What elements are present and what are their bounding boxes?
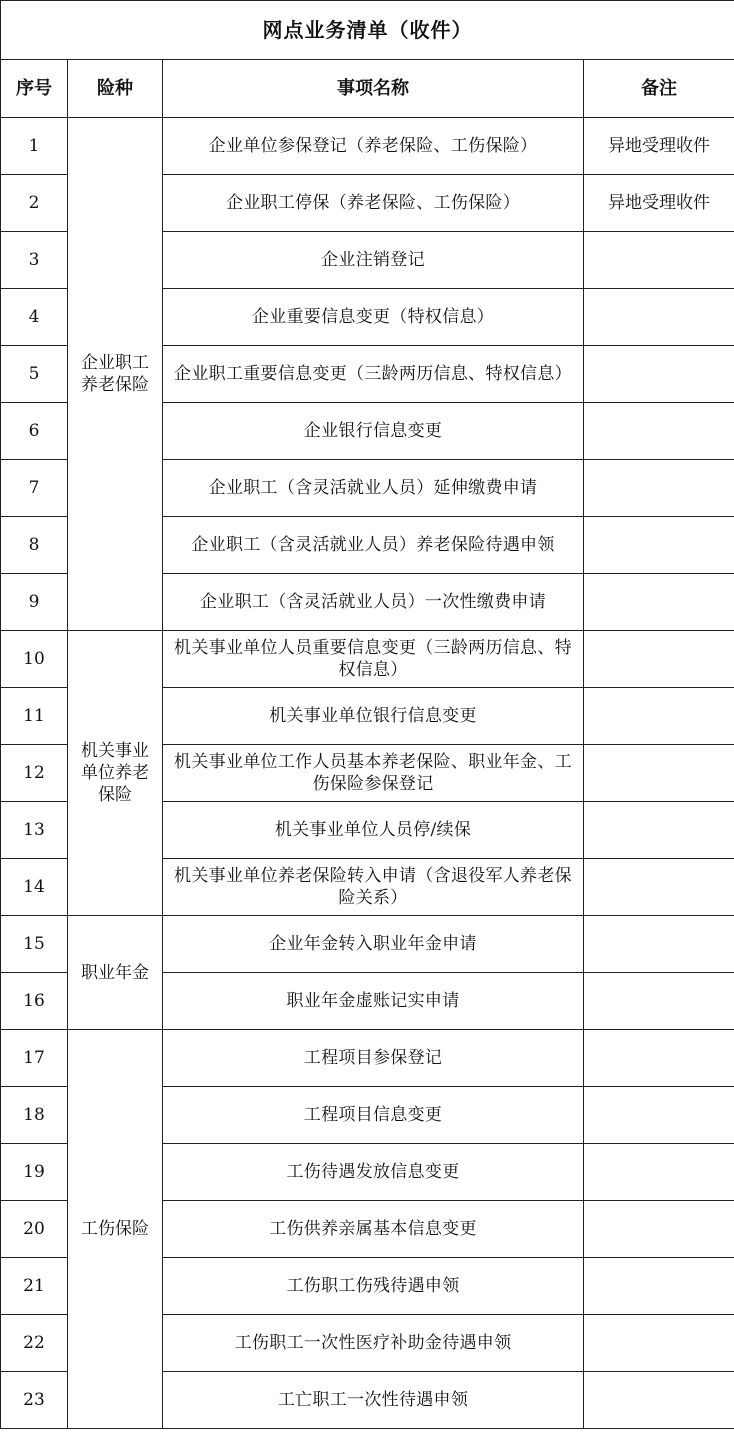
item-name: 机关事业单位人员重要信息变更（三龄两历信息、特权信息） (163, 631, 584, 688)
header-row (1, 60, 734, 118)
row-index: 16 (1, 973, 68, 1030)
table-row (1, 631, 734, 688)
item-remark: 异地受理收件 (584, 118, 734, 175)
item-remark (584, 973, 734, 1030)
item-remark (584, 631, 734, 688)
category-cell: 企业职工养老保险 (68, 118, 163, 631)
row-index: 15 (1, 916, 68, 973)
item-name: 企业职工（含灵活就业人员）延伸缴费申请 (163, 460, 584, 517)
item-name: 企业银行信息变更 (163, 403, 584, 460)
row-index: 10 (1, 631, 68, 688)
row-index: 23 (1, 1372, 68, 1429)
table-title: 网点业务清单（收件） (1, 1, 734, 60)
item-remark (584, 232, 734, 289)
item-name: 机关事业单位养老保险转入申请（含退役军人养老保险关系） (163, 859, 584, 916)
item-name: 工程项目信息变更 (163, 1087, 584, 1144)
header-index: 序号 (1, 60, 68, 118)
item-name: 工伤职工一次性医疗补助金待遇申领 (163, 1315, 584, 1372)
table-body (1, 1, 734, 1429)
row-index: 1 (1, 118, 68, 175)
item-remark (584, 289, 734, 346)
item-remark (584, 802, 734, 859)
item-remark (584, 916, 734, 973)
item-remark (584, 574, 734, 631)
item-name: 工伤职工伤残待遇申领 (163, 1258, 584, 1315)
item-name: 企业职工重要信息变更（三龄两历信息、特权信息） (163, 346, 584, 403)
row-index: 20 (1, 1201, 68, 1258)
title-row (1, 1, 734, 60)
row-index: 5 (1, 346, 68, 403)
item-remark (584, 346, 734, 403)
item-name: 企业职工（含灵活就业人员）养老保险待遇申领 (163, 517, 584, 574)
item-remark (584, 1087, 734, 1144)
row-index: 18 (1, 1087, 68, 1144)
row-index: 12 (1, 745, 68, 802)
item-remark: 异地受理收件 (584, 175, 734, 232)
row-index: 14 (1, 859, 68, 916)
item-remark (584, 460, 734, 517)
row-index: 2 (1, 175, 68, 232)
item-remark (584, 517, 734, 574)
item-remark (584, 1030, 734, 1087)
row-index: 22 (1, 1315, 68, 1372)
row-index: 4 (1, 289, 68, 346)
item-name: 工伤待遇发放信息变更 (163, 1144, 584, 1201)
item-name: 机关事业单位人员停/续保 (163, 802, 584, 859)
item-name: 机关事业单位工作人员基本养老保险、职业年金、工伤保险参保登记 (163, 745, 584, 802)
item-remark (584, 403, 734, 460)
table-row (1, 1030, 734, 1087)
item-name: 工亡职工一次性待遇申领 (163, 1372, 584, 1429)
row-index: 21 (1, 1258, 68, 1315)
item-name: 职业年金虚账记实申请 (163, 973, 584, 1030)
table-row (1, 916, 734, 973)
header-remark: 备注 (584, 60, 734, 118)
item-remark (584, 1258, 734, 1315)
item-remark (584, 1315, 734, 1372)
item-name: 企业职工（含灵活就业人员）一次性缴费申请 (163, 574, 584, 631)
category-cell: 职业年金 (68, 916, 163, 1030)
item-name: 企业注销登记 (163, 232, 584, 289)
item-remark (584, 859, 734, 916)
row-index: 19 (1, 1144, 68, 1201)
table-row (1, 118, 734, 175)
item-name: 企业重要信息变更（特权信息） (163, 289, 584, 346)
item-name: 企业单位参保登记（养老保险、工伤保险） (163, 118, 584, 175)
row-index: 8 (1, 517, 68, 574)
row-index: 11 (1, 688, 68, 745)
item-remark (584, 1201, 734, 1258)
row-index: 9 (1, 574, 68, 631)
item-remark (584, 688, 734, 745)
row-index: 17 (1, 1030, 68, 1087)
item-name: 企业职工停保（养老保险、工伤保险） (163, 175, 584, 232)
row-index: 7 (1, 460, 68, 517)
row-index: 13 (1, 802, 68, 859)
item-name: 机关事业单位银行信息变更 (163, 688, 584, 745)
item-name: 工伤供养亲属基本信息变更 (163, 1201, 584, 1258)
category-cell: 工伤保险 (68, 1030, 163, 1429)
item-remark (584, 745, 734, 802)
item-remark (584, 1372, 734, 1429)
item-name: 工程项目参保登记 (163, 1030, 584, 1087)
header-category: 险种 (68, 60, 163, 118)
row-index: 6 (1, 403, 68, 460)
row-index: 3 (1, 232, 68, 289)
header-item-name: 事项名称 (163, 60, 584, 118)
category-cell: 机关事业单位养老保险 (68, 631, 163, 916)
item-remark (584, 1144, 734, 1201)
item-name: 企业年金转入职业年金申请 (163, 916, 584, 973)
